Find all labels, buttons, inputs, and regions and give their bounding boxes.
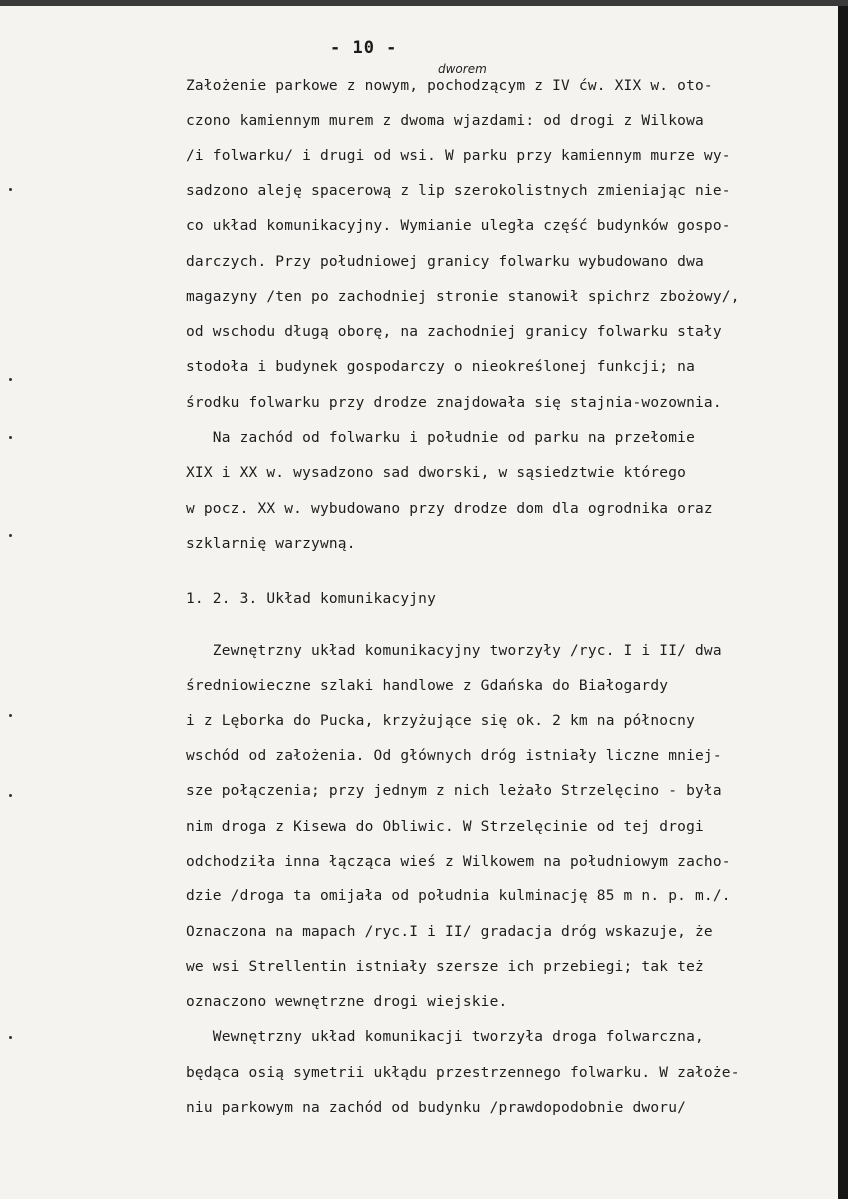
page-number: - 10 - — [330, 38, 398, 58]
text-line: od wschodu długą oborę, na zachodniej granicy folwarku stały — [186, 324, 722, 340]
text-line: /i folwarku/ i drugi od wsi. W parku przy kamiennym murze wy- — [186, 148, 731, 164]
text-line: w pocz. XX w. wybudowano przy drodze dom dla ogrodnika oraz — [186, 501, 713, 517]
margin-dot — [9, 714, 12, 717]
text-line: niu parkowym na zachód od budynku /prawdopodobnie dworu/ — [186, 1100, 687, 1116]
handwritten-insertion: dworem — [438, 62, 487, 76]
text-line: magazyny /ten po zachodniej stronie stanowił spichrz zbożowy/, — [186, 289, 740, 305]
margin-dot — [9, 378, 12, 381]
text-line: dzie /droga ta omijała od południa kulminację 85 m n. p. m./. — [186, 888, 731, 904]
text-line: we wsi Strellentin istniały szersze ich przebiegi; tak też — [186, 959, 704, 975]
text-line: i z Lęborka do Pucka, krzyżujące się ok. 2 km na północny — [186, 713, 695, 729]
margin-dot — [9, 794, 12, 797]
text-line: Zewnętrzny układ komunikacyjny tworzyły /ryc. I i II/ dwa — [186, 643, 722, 659]
text-line: szklarnię warzywną. — [186, 536, 356, 552]
text-line: Oznaczona na mapach /ryc.I i II/ gradacja dróg wskazuje, że — [186, 924, 713, 940]
margin-dot — [9, 1036, 12, 1039]
text-line: co układ komunikacyjny. Wymianie uległa część budynków gospo- — [186, 218, 731, 234]
text-line: sadzono aleję spacerową z lip szerokolistnych zmieniając nie- — [186, 183, 731, 199]
text-line: XIX i XX w. wysadzono sad dworski, w sąsiedztwie którego — [186, 465, 687, 481]
text-line: stodoła i budynek gospodarczy o nieokreślonej funkcji; na — [186, 359, 695, 375]
text-line: Na zachód od folwarku i południe od parku na przełomie — [186, 430, 695, 446]
margin-dot — [9, 534, 12, 537]
scan-top-edge — [0, 0, 848, 6]
text-line: sze połączenia; przy jednym z nich leżało Strzelęcino - była — [186, 783, 722, 799]
text-line: Wewnętrzny układ komunikacji tworzyła droga folwarczna, — [186, 1029, 704, 1045]
text-line: czono kamiennym murem z dwoma wjazdami: od drogi z Wilkowa — [186, 113, 704, 129]
text-line: oznaczono wewnętrzne drogi wiejskie. — [186, 994, 508, 1010]
text-line: nim droga z Kisewa do Obliwic. W Strzelęcinie od tej drogi — [186, 819, 704, 835]
text-line: środku folwarku przy drodze znajdowała się stajnia-wozownia. — [186, 395, 722, 411]
text-line: będąca osią symetrii ukłądu przestrzennego folwarku. W założe- — [186, 1065, 740, 1081]
margin-dot — [9, 188, 12, 191]
margin-dot — [9, 436, 12, 439]
text-line: odchodziła inna łącząca wieś z Wilkowem na południowym zacho- — [186, 854, 731, 870]
text-line: Założenie parkowe z nowym, pochodzącym z IV ćw. XIX w. oto- — [186, 78, 713, 94]
text-line: średniowieczne szlaki handlowe z Gdańska do Białogardy — [186, 678, 669, 694]
section-heading: 1. 2. 3. Układ komunikacyjny — [186, 591, 437, 607]
text-line: darczych. Przy południowej granicy folwarku wybudowano dwa — [186, 254, 704, 270]
text-line: wschód od założenia. Od głównych dróg istniały liczne mniej- — [186, 748, 722, 764]
